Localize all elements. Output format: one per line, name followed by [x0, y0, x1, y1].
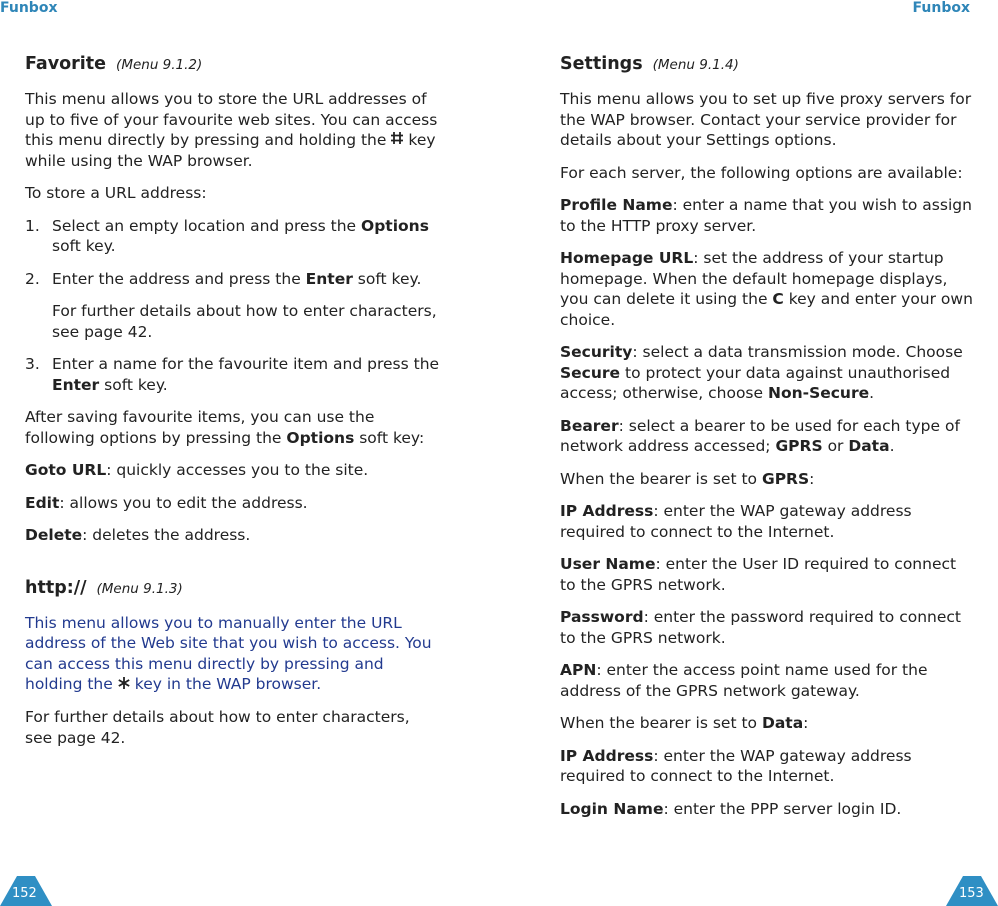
right-page — [560, 52, 976, 831]
option-goto-url: Goto URL: quickly accesses you to the site. — [25, 461, 369, 480]
settings-heading — [560, 52, 976, 77]
option-security: Security: select a data transmission mode. Choose Secure to protect your data against unauthorised access; otherwise, choose Non-Secure. — [560, 343, 963, 402]
settings-intro: This menu allows you to set up five proxy servers for the WAP browser. Contact your service provider for details about your Settings options. — [560, 90, 972, 149]
page-number-badge-left — [0, 876, 52, 906]
left-page — [25, 52, 441, 760]
settings-menu-number: (Menu 9.1.4) — [652, 57, 739, 73]
http-title: http:// — [25, 577, 87, 598]
when-gprs-text: When the bearer is set to GPRS: — [560, 469, 815, 488]
option-user-name: User Name: enter the User ID required to connect to the GPRS network. — [560, 555, 957, 594]
option-edit: Edit: allows you to edit the address. — [25, 493, 308, 512]
option-apn: APN: enter the access point name used for the address of the GPRS network gateway. — [560, 661, 928, 700]
running-header-right: Funbox — [912, 0, 970, 16]
option-login-name: Login Name: enter the PPP server login ID. — [560, 799, 902, 818]
option-homepage-url: Homepage URL: set the address of your startup homepage. When the default homepage displays, you can delete it using the C key and enter your own choice. — [560, 249, 973, 329]
list-item: 2. Enter the address and press the Enter soft key. For further details about how to enter characters, see page 42. — [25, 269, 441, 343]
list-item: 3. Enter a name for the favourite item and press the Enter soft key. — [25, 355, 440, 394]
favorite-title: Favorite — [25, 54, 107, 74]
favorite-heading — [25, 52, 441, 77]
star-key-icon — [117, 675, 131, 696]
running-header-left: Funbox — [0, 0, 58, 16]
http-further: For further details about how to enter characters, see page 42. — [25, 708, 410, 747]
when-data-text: When the bearer is set to Data: — [560, 714, 809, 732]
option-ip-address-gprs: IP Address: enter the WAP gateway address required to connect to the Internet. — [560, 502, 912, 541]
after-saving-text: After saving favourite items, you can use the following options by pressing the Options soft key: — [25, 408, 425, 447]
favorite-intro: This menu allows you to store the URL addresses of up to five of your favourite web sites. You can access this menu directly by pressing and holding the key while using the WAP browser. — [25, 90, 438, 170]
http-menu-number: (Menu 9.1.3) — [96, 580, 183, 597]
store-intro: To store a URL address: — [25, 184, 207, 203]
settings-each: For each server, the following options are available: — [560, 163, 963, 182]
page-number-right: 153 — [959, 886, 984, 901]
option-ip-address-data: IP Address: enter the WAP gateway address required to connect to the Internet. — [560, 746, 912, 785]
option-password: Password: enter the password required to connect to the GPRS network. — [560, 608, 962, 647]
http-intro: This menu allows you to manually enter the URL address of the Web site that you wish to access. You can access this menu directly by pressing and holding the key in the WAP browser. — [25, 613, 432, 694]
settings-title: Settings — [560, 54, 643, 74]
option-profile-name: Profile Name: enter a name that you wish to assign to the HTTP proxy server. — [560, 196, 972, 235]
page-number-left: 152 — [12, 886, 37, 901]
option-bearer: Bearer: select a bearer to be used for each type of network address accessed; GPRS or Data. — [560, 416, 960, 455]
page-number-badge-right — [946, 876, 998, 906]
http-heading — [25, 576, 441, 601]
list-item: 1. Select an empty location and press the Options soft key. — [25, 216, 429, 256]
store-steps — [25, 216, 441, 396]
hash-key-icon — [390, 130, 404, 151]
favorite-menu-number: (Menu 9.1.2) — [116, 57, 203, 73]
step-note: For further details about how to enter characters, see page 42. — [52, 302, 437, 341]
option-delete: Delete: deletes the address. — [25, 526, 251, 545]
